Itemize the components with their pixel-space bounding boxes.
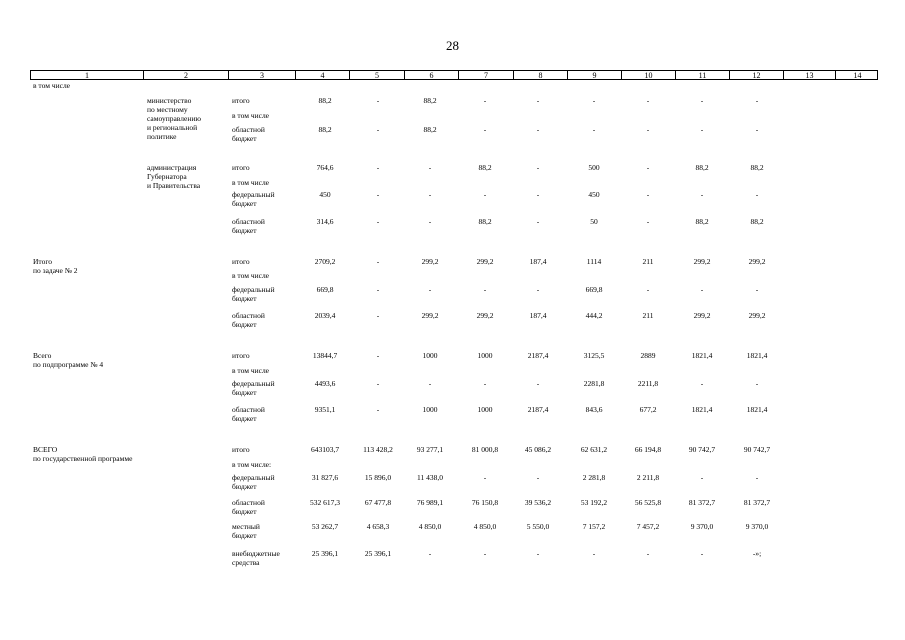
table-cell: 90 742,7 — [743, 445, 771, 454]
table-cell: 93 277,1 — [416, 445, 444, 454]
table-cell: - — [483, 190, 487, 199]
table-cell: 1821,4 — [746, 351, 768, 360]
header-col-3: 3 — [229, 71, 296, 79]
table-cell: - — [700, 285, 704, 294]
table-cell: 66 194,8 — [634, 445, 662, 454]
table-cell: - — [536, 125, 540, 134]
table-cell: - — [536, 163, 540, 172]
table-header-row — [30, 70, 878, 80]
table-cell: 299,2 — [693, 257, 711, 266]
table-cell: 113 428,2 — [363, 445, 393, 454]
row-label: областной бюджет — [232, 217, 265, 235]
table-cell: 764,6 — [316, 163, 334, 172]
table-cell: 9351,1 — [314, 405, 336, 414]
table-cell: 2889 — [640, 351, 656, 360]
table-cell: - — [646, 190, 650, 199]
table-cell: 4 850,0 — [473, 522, 497, 531]
table-cell: 1821,4 — [691, 351, 713, 360]
table-cell: 669,8 — [585, 285, 603, 294]
table-cell: - — [646, 96, 650, 105]
row-label: итого — [232, 445, 250, 454]
table-cell: 2187,4 — [527, 405, 549, 414]
table-cell: 62 631,2 — [580, 445, 608, 454]
table-cell: 39 536,2 — [524, 498, 552, 507]
table-cell: - — [376, 190, 380, 199]
table-cell: - — [755, 285, 759, 294]
row-label: областной бюджет — [232, 125, 265, 143]
table-cell: 1000 — [422, 351, 438, 360]
table-cell: - — [376, 311, 380, 320]
table-cell: 2 211,8 — [636, 473, 660, 482]
page-number: 28 — [446, 38, 459, 53]
table-cell: - — [428, 379, 432, 388]
table-cell: - — [646, 125, 650, 134]
table-cell: 450 — [319, 190, 331, 199]
table-cell: - — [755, 379, 759, 388]
table-cell: 187,4 — [529, 257, 547, 266]
row-label: федеральный бюджет — [232, 190, 275, 208]
row-label: в том числе — [232, 271, 270, 280]
table-cell: - — [483, 549, 487, 558]
table-cell: - — [376, 125, 380, 134]
table-cell: 9 370,0 — [745, 522, 769, 531]
row-label: итого — [232, 351, 250, 360]
header-col-8: 8 — [514, 71, 568, 79]
group-label-col1: ВСЕГО по государственной программе — [33, 445, 133, 463]
group-label-col2: министерство по местному самоуправлению и региональной политике — [147, 96, 201, 141]
table-cell: 1821,4 — [691, 405, 713, 414]
table-cell: 2211,8 — [637, 379, 659, 388]
table-cell: 7 157,2 — [582, 522, 606, 531]
table-cell: 25 396,1 — [311, 549, 339, 558]
header-col-6: 6 — [405, 71, 459, 79]
table-cell: 45 086,2 — [524, 445, 552, 454]
table-cell: 25 396,1 — [364, 549, 392, 558]
table-cell: -»; — [752, 549, 762, 558]
row-label: в том числе: — [232, 460, 272, 469]
row-label: местный бюджет — [232, 522, 260, 540]
row-label: внебюджетные средства — [232, 549, 280, 567]
table-cell: 3125,5 — [583, 351, 605, 360]
table-cell: 88,2 — [695, 163, 709, 172]
row-label: итого — [232, 257, 250, 266]
table-cell: 299,2 — [476, 311, 494, 320]
header-col-9: 9 — [568, 71, 622, 79]
table-cell: - — [700, 125, 704, 134]
table-cell: 1000 — [422, 405, 438, 414]
table-cell: 81 372,7 — [688, 498, 716, 507]
table-cell: - — [646, 217, 650, 226]
table-cell: 211 — [642, 311, 654, 320]
table-cell: 7 457,2 — [636, 522, 660, 531]
header-col-2: 2 — [144, 71, 229, 79]
table-cell: 88,2 — [318, 96, 332, 105]
table-cell: - — [755, 96, 759, 105]
row-label: областной бюджет — [232, 498, 265, 516]
row-label: федеральный бюджет — [232, 473, 275, 491]
header-col-7: 7 — [459, 71, 514, 79]
table-cell: - — [592, 96, 596, 105]
table-cell: - — [536, 549, 540, 558]
table-cell: 88,2 — [478, 217, 492, 226]
table-cell: - — [755, 473, 759, 482]
table-cell: 11 438,0 — [417, 473, 443, 482]
header-col-5: 5 — [350, 71, 405, 79]
table-cell: 677,2 — [639, 405, 657, 414]
table-cell: - — [592, 549, 596, 558]
table-cell: 4 850,0 — [418, 522, 442, 531]
table-cell: - — [376, 379, 380, 388]
table-cell: 88,2 — [478, 163, 492, 172]
table-cell: - — [428, 217, 432, 226]
table-cell: - — [700, 549, 704, 558]
table-cell: - — [700, 96, 704, 105]
table-cell: - — [483, 285, 487, 294]
table-cell: - — [536, 379, 540, 388]
table-cell: 299,2 — [476, 257, 494, 266]
table-cell: - — [483, 473, 487, 482]
table-cell: 56 525,8 — [634, 498, 662, 507]
table-cell: 50 — [590, 217, 598, 226]
table-cell: - — [428, 190, 432, 199]
header-col-10: 10 — [622, 71, 676, 79]
table-cell: 299,2 — [748, 257, 766, 266]
table-cell: 669,8 — [316, 285, 334, 294]
row-label: федеральный бюджет — [232, 379, 275, 397]
group-label-col1: Всего по подпрограмме № 4 — [33, 351, 104, 369]
table-cell: 2039,4 — [314, 311, 336, 320]
row-label: итого — [232, 96, 250, 105]
table-cell: - — [536, 285, 540, 294]
header-col-12: 12 — [730, 71, 784, 79]
row-label: в том числе — [232, 178, 270, 187]
table-cell: - — [428, 285, 432, 294]
table-cell: - — [376, 257, 380, 266]
table-cell: - — [536, 190, 540, 199]
table-cell: 81 372,7 — [743, 498, 771, 507]
table-cell: 1000 — [477, 405, 493, 414]
table-cell: - — [536, 96, 540, 105]
table-cell: 2187,4 — [527, 351, 549, 360]
table-cell: - — [536, 217, 540, 226]
table-cell: 13844,7 — [312, 351, 338, 360]
table-cell: 88,2 — [695, 217, 709, 226]
table-cell: 1114 — [586, 257, 602, 266]
table-cell: 299,2 — [421, 257, 439, 266]
table-cell: - — [376, 405, 380, 414]
table-cell: 843,6 — [585, 405, 603, 414]
table-cell: 4493,6 — [314, 379, 336, 388]
table-cell: 2281,8 — [583, 379, 605, 388]
table-cell: - — [376, 163, 380, 172]
table-cell: - — [483, 379, 487, 388]
table-cell: 500 — [588, 163, 600, 172]
table-cell: 31 827,6 — [311, 473, 339, 482]
table-cell: 53 192,2 — [580, 498, 608, 507]
table-cell: - — [376, 217, 380, 226]
table-cell: - — [592, 125, 596, 134]
table-cell: 90 742,7 — [688, 445, 716, 454]
table-cell: 299,2 — [421, 311, 439, 320]
table-cell: - — [428, 549, 432, 558]
table-cell: - — [700, 473, 704, 482]
table-cell: 53 262,7 — [311, 522, 339, 531]
table-cell: - — [428, 163, 432, 172]
table-cell: - — [376, 96, 380, 105]
table-cell: 5 550,0 — [526, 522, 550, 531]
table-cell: 76 989,1 — [416, 498, 444, 507]
table-cell: - — [755, 125, 759, 134]
header-col-14: 14 — [853, 71, 862, 80]
header-col-13: 13 — [784, 71, 836, 79]
table-cell: 2709,2 — [314, 257, 336, 266]
table-cell: 9 370,0 — [690, 522, 714, 531]
table-cell: - — [646, 285, 650, 294]
table-cell: - — [755, 190, 759, 199]
table-cell: 532 617,3 — [310, 498, 340, 507]
table-cell: - — [376, 351, 380, 360]
table-cell: 76 150,8 — [471, 498, 499, 507]
table-cell: - — [646, 163, 650, 172]
table-cell: 450 — [588, 190, 600, 199]
table-cell: 314,6 — [316, 217, 334, 226]
table-cell: - — [536, 473, 540, 482]
row-label: областной бюджет — [232, 311, 265, 329]
table-cell: - — [700, 379, 704, 388]
table-cell: 88,2 — [423, 125, 437, 134]
table-cell: 88,2 — [750, 163, 764, 172]
group-label-col2: администрация Губернатора и Правительства — [147, 163, 201, 190]
row-label: федеральный бюджет — [232, 285, 275, 303]
table-cell: 444,2 — [585, 311, 603, 320]
row-label: в том числе — [232, 366, 270, 375]
header-col-4: 4 — [296, 71, 350, 79]
table-cell: 1821,4 — [746, 405, 768, 414]
group-label-col1: Итого по задаче № 2 — [33, 257, 78, 275]
row-label: итого — [232, 163, 250, 172]
table-cell: 211 — [642, 257, 654, 266]
table-cell: 88,2 — [423, 96, 437, 105]
header-col-1: 1 — [31, 71, 144, 79]
table-cell: 88,2 — [318, 125, 332, 134]
row-label: областной бюджет — [232, 405, 265, 423]
table-cell: 299,2 — [693, 311, 711, 320]
table-cell: - — [483, 125, 487, 134]
table-cell: 187,4 — [529, 311, 547, 320]
table-cell: 643103,7 — [310, 445, 340, 454]
table-cell: 1000 — [477, 351, 493, 360]
table-cell: - — [376, 285, 380, 294]
table-cell: 4 658,3 — [366, 522, 390, 531]
table-cell: 81 000,8 — [471, 445, 499, 454]
table-cell: 88,2 — [750, 217, 764, 226]
table-cell: - — [483, 96, 487, 105]
table-cell: - — [646, 549, 650, 558]
table-cell: 15 896,0 — [364, 473, 392, 482]
table-cell: 2 281,8 — [582, 473, 606, 482]
table-cell: 299,2 — [748, 311, 766, 320]
table-cell: - — [700, 190, 704, 199]
v-tom-chisle-label: в том числе — [33, 81, 71, 90]
table-cell: 67 477,8 — [364, 498, 392, 507]
header-col-11: 11 — [676, 71, 730, 79]
row-label: в том числе — [232, 111, 270, 120]
